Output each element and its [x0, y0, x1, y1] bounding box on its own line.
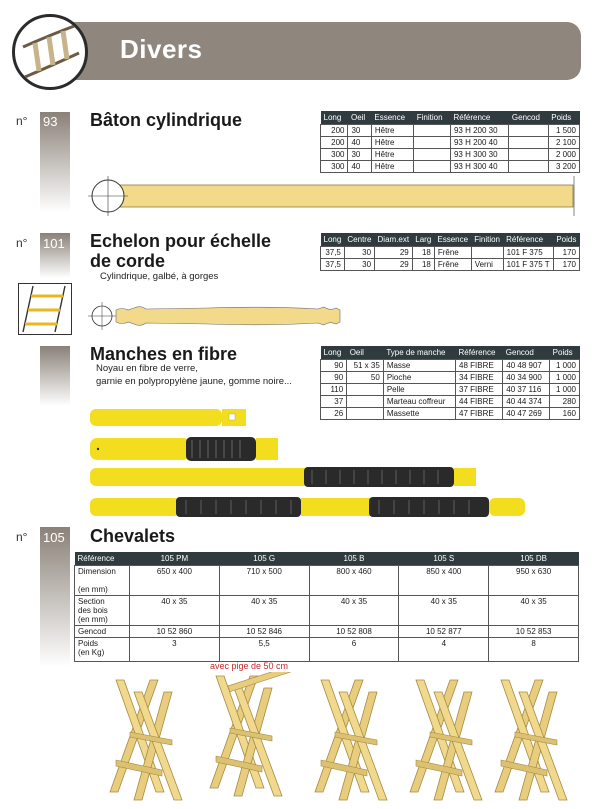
- table-cell: 10 52 846: [219, 626, 309, 638]
- table-cell: 90: [321, 372, 347, 384]
- table-cell: [414, 161, 451, 173]
- header-cell: Finition: [471, 233, 503, 247]
- table-cell: 93 H 200 40: [450, 137, 508, 149]
- chevalet-note: avec pige de 50 cm: [210, 661, 289, 671]
- table-cell: 280: [550, 396, 580, 408]
- table-cell: 650 x 400: [130, 566, 220, 596]
- table-row: [321, 384, 580, 396]
- table-cell: 30: [348, 125, 371, 137]
- table-cell: 200: [321, 137, 348, 149]
- header-cell: Type de manche: [383, 346, 455, 360]
- table-cell: 5,5: [219, 638, 309, 662]
- table-cell: 10 52 860: [130, 626, 220, 638]
- baton-drawing: [88, 176, 578, 220]
- section-number-prefix: n°: [16, 114, 28, 128]
- table-cell: [509, 125, 548, 137]
- table-cell: 4: [399, 638, 489, 662]
- table-cell: 170: [553, 259, 579, 271]
- header-cell: Référence: [503, 233, 553, 247]
- table-cell: 40 44 374: [503, 396, 550, 408]
- table-cell: 950 x 630: [489, 566, 579, 596]
- section-number: 101: [43, 236, 65, 251]
- sawhorses-drawing: [100, 672, 570, 804]
- header-cell: 105 G: [219, 552, 309, 566]
- chevalets-table: [74, 552, 579, 662]
- table-cell: 3 200: [548, 161, 579, 173]
- baton-spec-table: [320, 111, 580, 173]
- table-cell: 37,5: [321, 247, 345, 259]
- table-row: [321, 259, 580, 271]
- table-row: [321, 149, 580, 161]
- rope-ladder-icon: [12, 14, 88, 90]
- header-cell: Larg: [412, 233, 434, 247]
- header-cell: Diam.ext: [375, 233, 413, 247]
- table-cell: 37: [321, 396, 347, 408]
- table-row: [75, 596, 579, 626]
- table-cell: 40 x 35: [219, 596, 309, 626]
- table-cell: 2 100: [548, 137, 579, 149]
- table-cell: Pioche: [383, 372, 455, 384]
- table-cell: [509, 137, 548, 149]
- table-cell: Hêtre: [371, 161, 413, 173]
- table-cell: 40 48 907: [503, 360, 550, 372]
- table-cell: 110: [321, 384, 347, 396]
- header-cell: Référence: [456, 346, 503, 360]
- header-cell: Gencod: [503, 346, 550, 360]
- table-cell: 40 x 35: [399, 596, 489, 626]
- table-cell: 93 H 300 30: [450, 149, 508, 161]
- ladder-thumbnail: [18, 283, 72, 335]
- table-cell: 1 000: [550, 372, 580, 384]
- table-cell: 101 F 375: [503, 247, 553, 259]
- table-row: [321, 360, 580, 372]
- table-cell: Massette: [383, 408, 455, 420]
- section-title: Chevalets: [90, 526, 176, 546]
- header-cell: 105 DB: [489, 552, 579, 566]
- table-cell: 10 52 808: [309, 626, 399, 638]
- header-cell: Essence: [371, 111, 413, 125]
- table-cell: 8: [489, 638, 579, 662]
- table-cell: 6: [309, 638, 399, 662]
- echelon-spec-table: [320, 233, 580, 271]
- table-cell: Frêne: [434, 259, 471, 271]
- header-cell: Centre: [344, 233, 374, 247]
- header-cell: Long: [321, 346, 347, 360]
- section-number: 93: [43, 114, 58, 129]
- section-description-line1: Noyau en fibre de verre,: [96, 363, 198, 374]
- header-cell: Oeil: [347, 346, 384, 360]
- table-cell: 40 x 35: [489, 596, 579, 626]
- table-cell: Frêne: [434, 247, 471, 259]
- table-cell: 40: [348, 137, 371, 149]
- table-cell: 40: [348, 161, 371, 173]
- section-title: Bâton cylindrique: [90, 110, 243, 130]
- section-description: Cylindrique, galbé, à gorges: [100, 271, 219, 282]
- section-description-line2: garnie en polypropylène jaune, gomme noire...: [96, 376, 292, 387]
- table-cell: 10 52 853: [489, 626, 579, 638]
- table-row: [321, 161, 580, 173]
- table-cell: [414, 125, 451, 137]
- table-cell: Hêtre: [371, 125, 413, 137]
- table-cell: 160: [550, 408, 580, 420]
- section-number: 105: [43, 530, 65, 545]
- header-cell: Long: [321, 111, 348, 125]
- table-cell: [509, 161, 548, 173]
- header-cell: Finition: [414, 111, 451, 125]
- table-cell: 34 FIBRE: [456, 372, 503, 384]
- table-cell: 850 x 400: [399, 566, 489, 596]
- table-cell: 90: [321, 360, 347, 372]
- section-number-prefix: n°: [16, 530, 28, 544]
- table-cell: [347, 384, 384, 396]
- table-cell: 48 FIBRE: [456, 360, 503, 372]
- table-cell: Hêtre: [371, 149, 413, 161]
- table-cell: 40 47 269: [503, 408, 550, 420]
- table-cell: 18: [412, 259, 434, 271]
- table-row: [321, 372, 580, 384]
- table-cell: Verni: [471, 259, 503, 271]
- section-title-line2: de corde: [90, 251, 166, 271]
- table-row: [75, 566, 579, 596]
- table-cell: 50: [347, 372, 384, 384]
- section-bar: [40, 527, 70, 667]
- table-cell: 29: [375, 259, 413, 271]
- table-cell: 2 000: [548, 149, 579, 161]
- section-title-line1: Echelon pour échelle: [90, 231, 272, 251]
- table-cell: 710 x 500: [219, 566, 309, 596]
- section-bar: [40, 346, 70, 406]
- table-cell: 18: [412, 247, 434, 259]
- table-cell: 51 x 35: [347, 360, 384, 372]
- header-cell: 105 PM: [130, 552, 220, 566]
- section-number-prefix: n°: [16, 236, 28, 250]
- table-cell: 47 FIBRE: [456, 408, 503, 420]
- header-cell: Référence: [450, 111, 508, 125]
- table-row: [321, 137, 580, 149]
- table-cell: 44 FIBRE: [456, 396, 503, 408]
- table-cell: 93 H 300 40: [450, 161, 508, 173]
- table-cell: 37,5: [321, 259, 345, 271]
- header-cell: Poids: [550, 346, 580, 360]
- table-cell: 29: [375, 247, 413, 259]
- header-cell: 105 B: [309, 552, 399, 566]
- table-cell: 40 x 35: [309, 596, 399, 626]
- table-cell: 26: [321, 408, 347, 420]
- table-row: [75, 626, 579, 638]
- table-cell: 300: [321, 149, 348, 161]
- header-cell: Poids: [548, 111, 579, 125]
- header-cell: Essence: [434, 233, 471, 247]
- table-cell: 1 000: [550, 360, 580, 372]
- table-cell: 93 H 200 30: [450, 125, 508, 137]
- table-cell: 1 000: [550, 384, 580, 396]
- section-title: Manches en fibre: [90, 344, 238, 364]
- row-label: Dimension (en mm): [75, 566, 130, 596]
- row-label: Poids (en Kg): [75, 638, 130, 662]
- table-cell: 170: [553, 247, 579, 259]
- echelon-drawing: [88, 299, 348, 333]
- header-cell: Poids: [553, 233, 579, 247]
- table-row: [321, 125, 580, 137]
- table-cell: 3: [130, 638, 220, 662]
- header-cell: Oeil: [348, 111, 371, 125]
- table-cell: [414, 149, 451, 161]
- table-cell: 40 34 900: [503, 372, 550, 384]
- row-label: Gencod: [75, 626, 130, 638]
- row-label: Section des bois (en mm): [75, 596, 130, 626]
- page-title: Divers: [120, 34, 203, 64]
- table-cell: 40 x 35: [130, 596, 220, 626]
- table-cell: [509, 149, 548, 161]
- table-cell: 40 37 116: [503, 384, 550, 396]
- header-cell: 105 S: [399, 552, 489, 566]
- table-cell: Masse: [383, 360, 455, 372]
- header-cell: Long: [321, 233, 345, 247]
- table-cell: Hêtre: [371, 137, 413, 149]
- table-cell: 800 x 460: [309, 566, 399, 596]
- table-row: [75, 638, 579, 662]
- table-cell: 30: [344, 259, 374, 271]
- table-cell: 1 500: [548, 125, 579, 137]
- fibre-handles-drawing: [86, 404, 536, 522]
- table-cell: 200: [321, 125, 348, 137]
- header-cell: Référence: [75, 552, 130, 566]
- table-row: [321, 247, 580, 259]
- table-cell: 10 52 877: [399, 626, 489, 638]
- table-cell: [471, 247, 503, 259]
- table-cell: 37 FIBRE: [456, 384, 503, 396]
- table-cell: 300: [321, 161, 348, 173]
- table-cell: 30: [344, 247, 374, 259]
- table-cell: Pelle: [383, 384, 455, 396]
- table-cell: 30: [348, 149, 371, 161]
- header-cell: Gencod: [509, 111, 548, 125]
- table-cell: Marteau coffreur: [383, 396, 455, 408]
- table-cell: [414, 137, 451, 149]
- table-cell: 101 F 375 T: [503, 259, 553, 271]
